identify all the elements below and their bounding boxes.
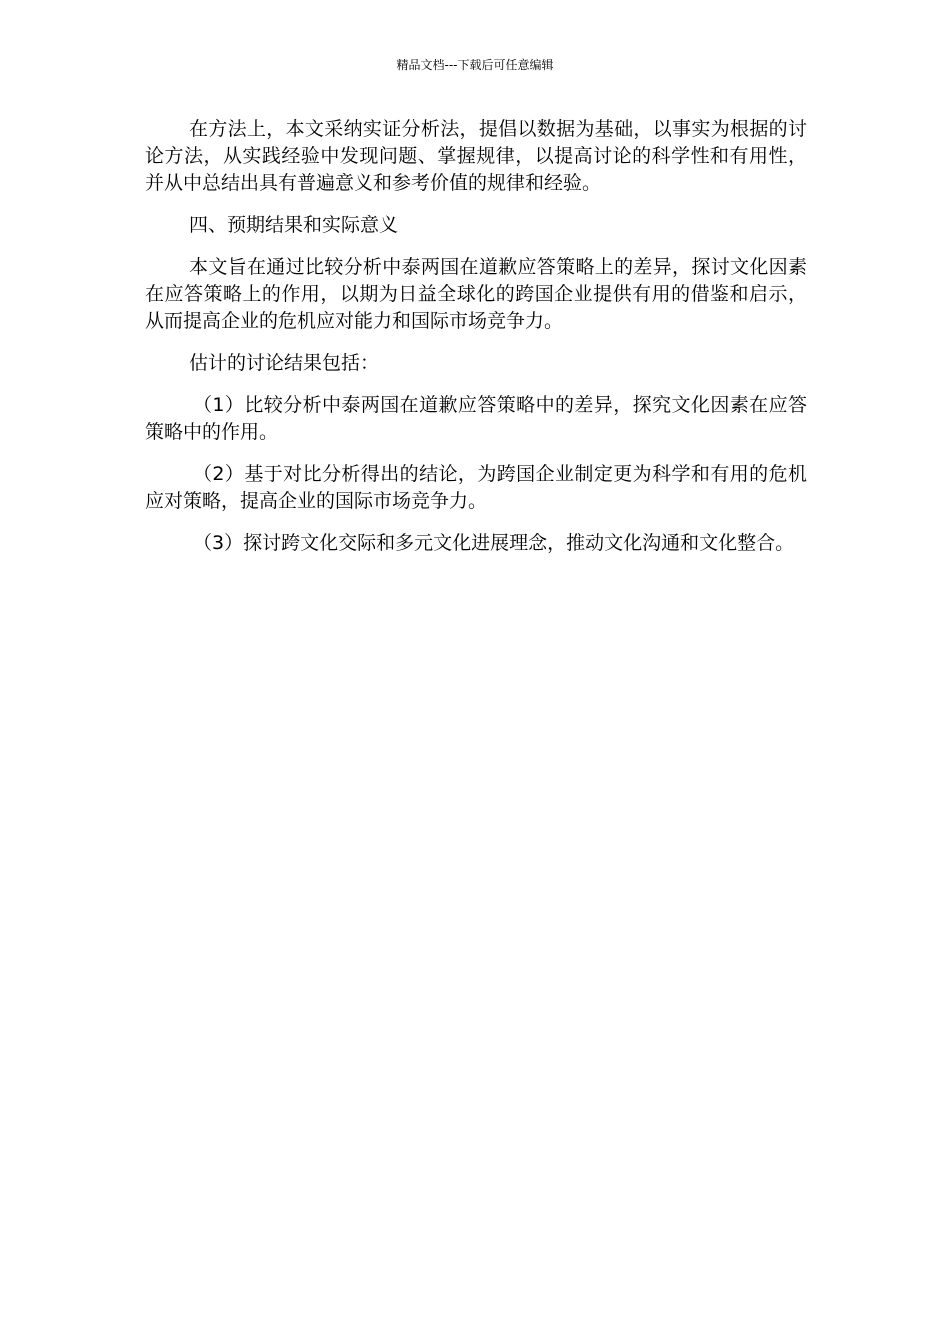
- section-heading: 四、预期结果和实际意义: [189, 214, 399, 236]
- page-header: 精品文档---下载后可任意编辑: [396, 58, 554, 72]
- result-item-1: （1）比较分析中泰两国在道歉应答策略中的差异，探究文化因素在应答策略中的作用。: [145, 394, 807, 443]
- purpose-paragraph: 本文旨在通过比较分析中泰两国在道歉应答策略上的差异，探讨文化因素在应答策略上的作用，以期为日益全球化的跨国企业提供有用的借鉴和启示，从而提高企业的危机应对能力和国际市场竞争力。: [145, 256, 807, 332]
- document-body: [145, 116, 807, 572]
- result-item-3: （3）探讨跨文化交际和多元文化进展理念，推动文化沟通和文化整合。: [193, 532, 795, 554]
- methodology-paragraph: 在方法上，本文采纳实证分析法，提倡以数据为基础，以事实为根据的讨论方法，从实践经验中发现问题、掌握规律，以提高讨论的科学性和有用性，并从中总结出具有普遍意义和参考价值的规律和经验。: [145, 118, 807, 194]
- result-item-2: （2）基于对比分析得出的结论，为跨国企业制定更为科学和有用的危机应对策略，提高企业的国际市场竞争力。: [145, 463, 807, 512]
- results-intro: 估计的讨论结果包括：: [189, 352, 380, 374]
